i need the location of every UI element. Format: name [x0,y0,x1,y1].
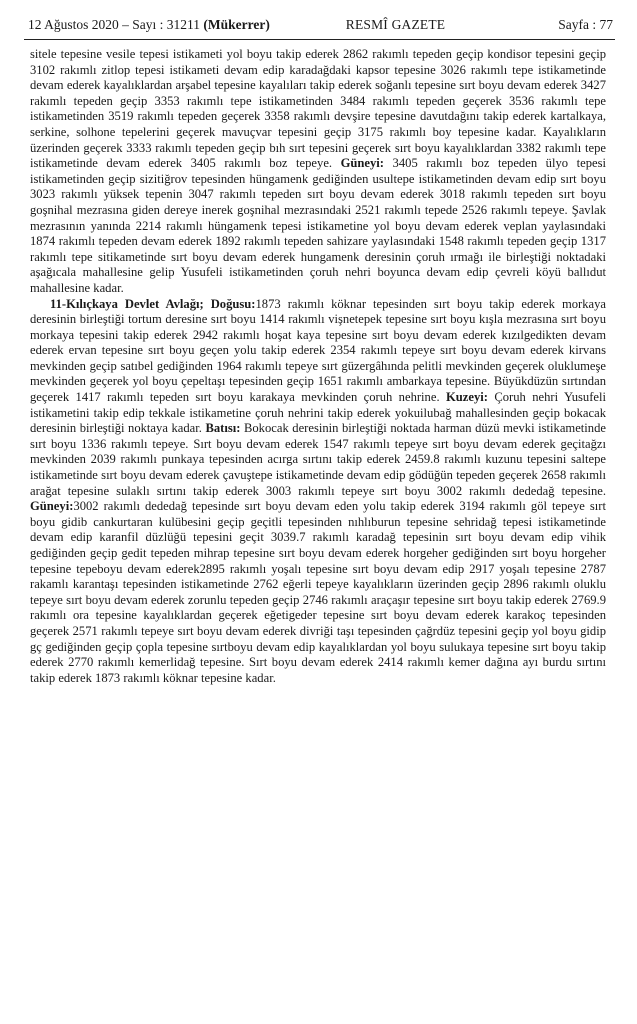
paragraph-text: Çoruh nehri Yusufeli istikametini takip edip tekkale istikametine çoruh nehrini takip ederek yokuilubağ mahallesinden geçip bokacak deresinin birleştiği noktaya kadar. [30,390,606,436]
header-divider [24,39,615,40]
paragraph-text: sitele tepesine vesile tepesi istikameti yol boyu takip ederek 2862 rakımlı tepeden geçip kondisor tepesini geçip 3102 rakımlı zitlop tepesi istikameti devam edip karadağdaki kapsor tepesine 3026 rakımlı tepe istikametinde devam ederek kayalıklardan arşabel tepesine kayalıları takip ederek soğanlı tepesine sırt boyu devam ederek 3427 rakımlı tepeden geçip 3353 rakımlı tepe istikametinden 3484 rakımlı tepeden geçerek 3536 rakımlı tepe istikametinden 3519 rakımlı tepeden geçerek 3358 rakımlı devşire tepesine davutdağını takip ederek kartalkaya, serkine, solhone tepelerini geçerek mavuçvar tepesini geçip 3175 rakımlı boy tepesine kadar. Kayalıkların üzerinden geçerek 3333 rakımlı tepeden geçip bıh sırt tepesini geçerek sırt boyu kayalıklardan 3382 rakımlı tepe istikametinde devam ederek 3405 rakımlı boz tepeye. [30,47,606,171]
paragraph-text: 3002 rakımlı dededağ tepesinde sırt boyu devam eden yolu takip ederek 3194 rakımlı göl tepeye sırt boyu gidib cankurtaran kulübesini geçip geçitli tepesinden nıhlıburun tepesine sehridağ tepesi istikametinde devam edip karanfil düzlüğü tepesini geçit 3039.7 rakımlı karadağ tepesinin sırt boyu devam edip vihik gediğinden geçip gedit tepeden mihrap tepesine sırt boyu devam ederek horgeher gediğinden sırt boyu horgeher tepesine tepeboyu devam ederek2895 rakımlı yoşalı tepesine sırt boyu devam edip 2917 yoşalı tepesine 2787 rakamlı karantaşı tepesinden istikametinde 2762 eğerli tepeye kayalıkların üzerinden geçip 2896 rakımlı oluklu tepeye sırt boyu devam ederek zorunlu tepeden geçip 2746 rakımlı araçaşır tepesine sırt boyu takip ederek 2769.9 rakımlı ora tepesine kayalıklardan geçerek eğetigeder tepesine sırt boyu devam ederek karakoç tepesinden geçerek 2571 rakımlı tepeye sırt boyu devam ederek divriği taşı tepesinden çağrdüz tepesini geçip yol boyu gidip gç gediğinden geçip çopla tepesine sırtboyu devam edip kayalıklardan yol boyu sulukaya tepesine sırt boyu takip ederek 2770 rakımlı kemerlidağ tepesine. Sırt boyu devam ederek 2414 rakımlı kemer dağına ayı burdu sırtını takip ederek 1873 rakımlı köknar tepesine kadar. [30,499,606,685]
document-body [30,47,606,686]
section-heading-guneyi-2: Güneyi: [30,499,74,514]
paragraph-continuation [30,47,606,297]
page-header [28,12,613,38]
section-heading-guneyi: Güneyi: [340,156,384,171]
paragraph-kilickaya [30,297,606,687]
paragraph-text: 1873 rakımlı köknar tepesinden sırt boyu takip ederek morkaya deresinin birleştiği tortum deresine sırt boyu 1414 rakımlı vişnetepek tepesine sırt boyu kışla mezrasına sırt boyu morkaya tepesini takip ederek 2942 rakımlı hoşat kaya tepesine sırt boyu devam ederek kızılgedikten devam ederek ervan tepesine sırt boyu geçen yolu takip ederek 2354 rakımlı tepeye sırt boyu devam ederek kirvans mevkinden geçip satıbel gediğinden 1964 rakımlı tepeye sırt güzergâhında pelitli mevkinden geçerek oluklumeşe mevkinden geçerek yol boyu çepeltaşı tepesinden geçip 1651 rakımlı ambarkaya tepesine. Büyükdüzün sırtından geçerek 1417 rakımlı tepeden sırt boyu karakaya mevkinden çoruh nehrine. [30,296,607,405]
header-page-number: Sayfa : 77 [558,17,613,32]
header-gazette-title: RESMÎ GAZETE [345,17,446,32]
section-heading-batisi: Batısı: [205,421,241,436]
header-special-label: (Mükerrer) [203,17,270,32]
section-heading-kilickaya-dogusu: 11-Kılıçkaya Devlet Avlağı; Doğusu: [50,296,256,311]
paragraph-text: 3405 rakımlı boz tepeden ülyo tepesi istikametinden geçip sizitiğrov tepesinden hüngamenk gediğinden usultepe istikametinden devam edip sırt boyu 3023 rakımlı yüksek tepenin 3047 rakımlı tepeden sırt boyu devam ederek 3018 rakımlı tepeden sırt boyu goşnihal mezrasına giden dereye inerek goşnihal mezrasındaki 2521 rakımlı tepede 2526 rakımlı tepeye. Şavlak mezrasının yanında 2214 rakımlı hüngamenk tepesi istikametine yol boyu devam ederek veplan yaylasındaki 1874 rakımlı tepeden devam ederek 1892 rakımlı tepeden sahizare yaylasındaki 1548 rakımlı tepeden geçip 1317 rakımlı tepe sitikametinde sırt boyu devam ederek hungamenk deresinin çoruh ırmağı ile birleştiği noktadaki aşağıcala mahallesine gelip Yusufeli istikametinden çoruh nehri boyunca devam edip çevreli köyü ballıdut mahallesine kadar. [30,156,606,295]
header-date-text: 12 Ağustos 2020 – Sayı : 31211 [28,17,204,32]
paragraph-text: Bokocak deresinin birleştiği noktada harman düzü mevki istikametinde sırt boyu 1336 rakımlı tepeye. Sırt boyu devam ederek 1547 rakımlı tepeye sırt boyu devam ederek geçitağzı mevkinden 2039 rakımlı punkaya tepesinden acırga sırtını takip ederek 2459.8 rakımlı kuzunu tepesini saltepe istikametinde sırt boyu devam ederek çavuştepe istikametinde devam edip gödüğün tepeden geçerek 2658 rakımlı arağat tepesine sulaklı sırtını takip ederek 3003 rakımlı tepeye sırt boyu 3002 rakımlı dededağ tepesine. [30,421,606,498]
section-heading-kuzeyi: Kuzeyi: [445,390,488,405]
